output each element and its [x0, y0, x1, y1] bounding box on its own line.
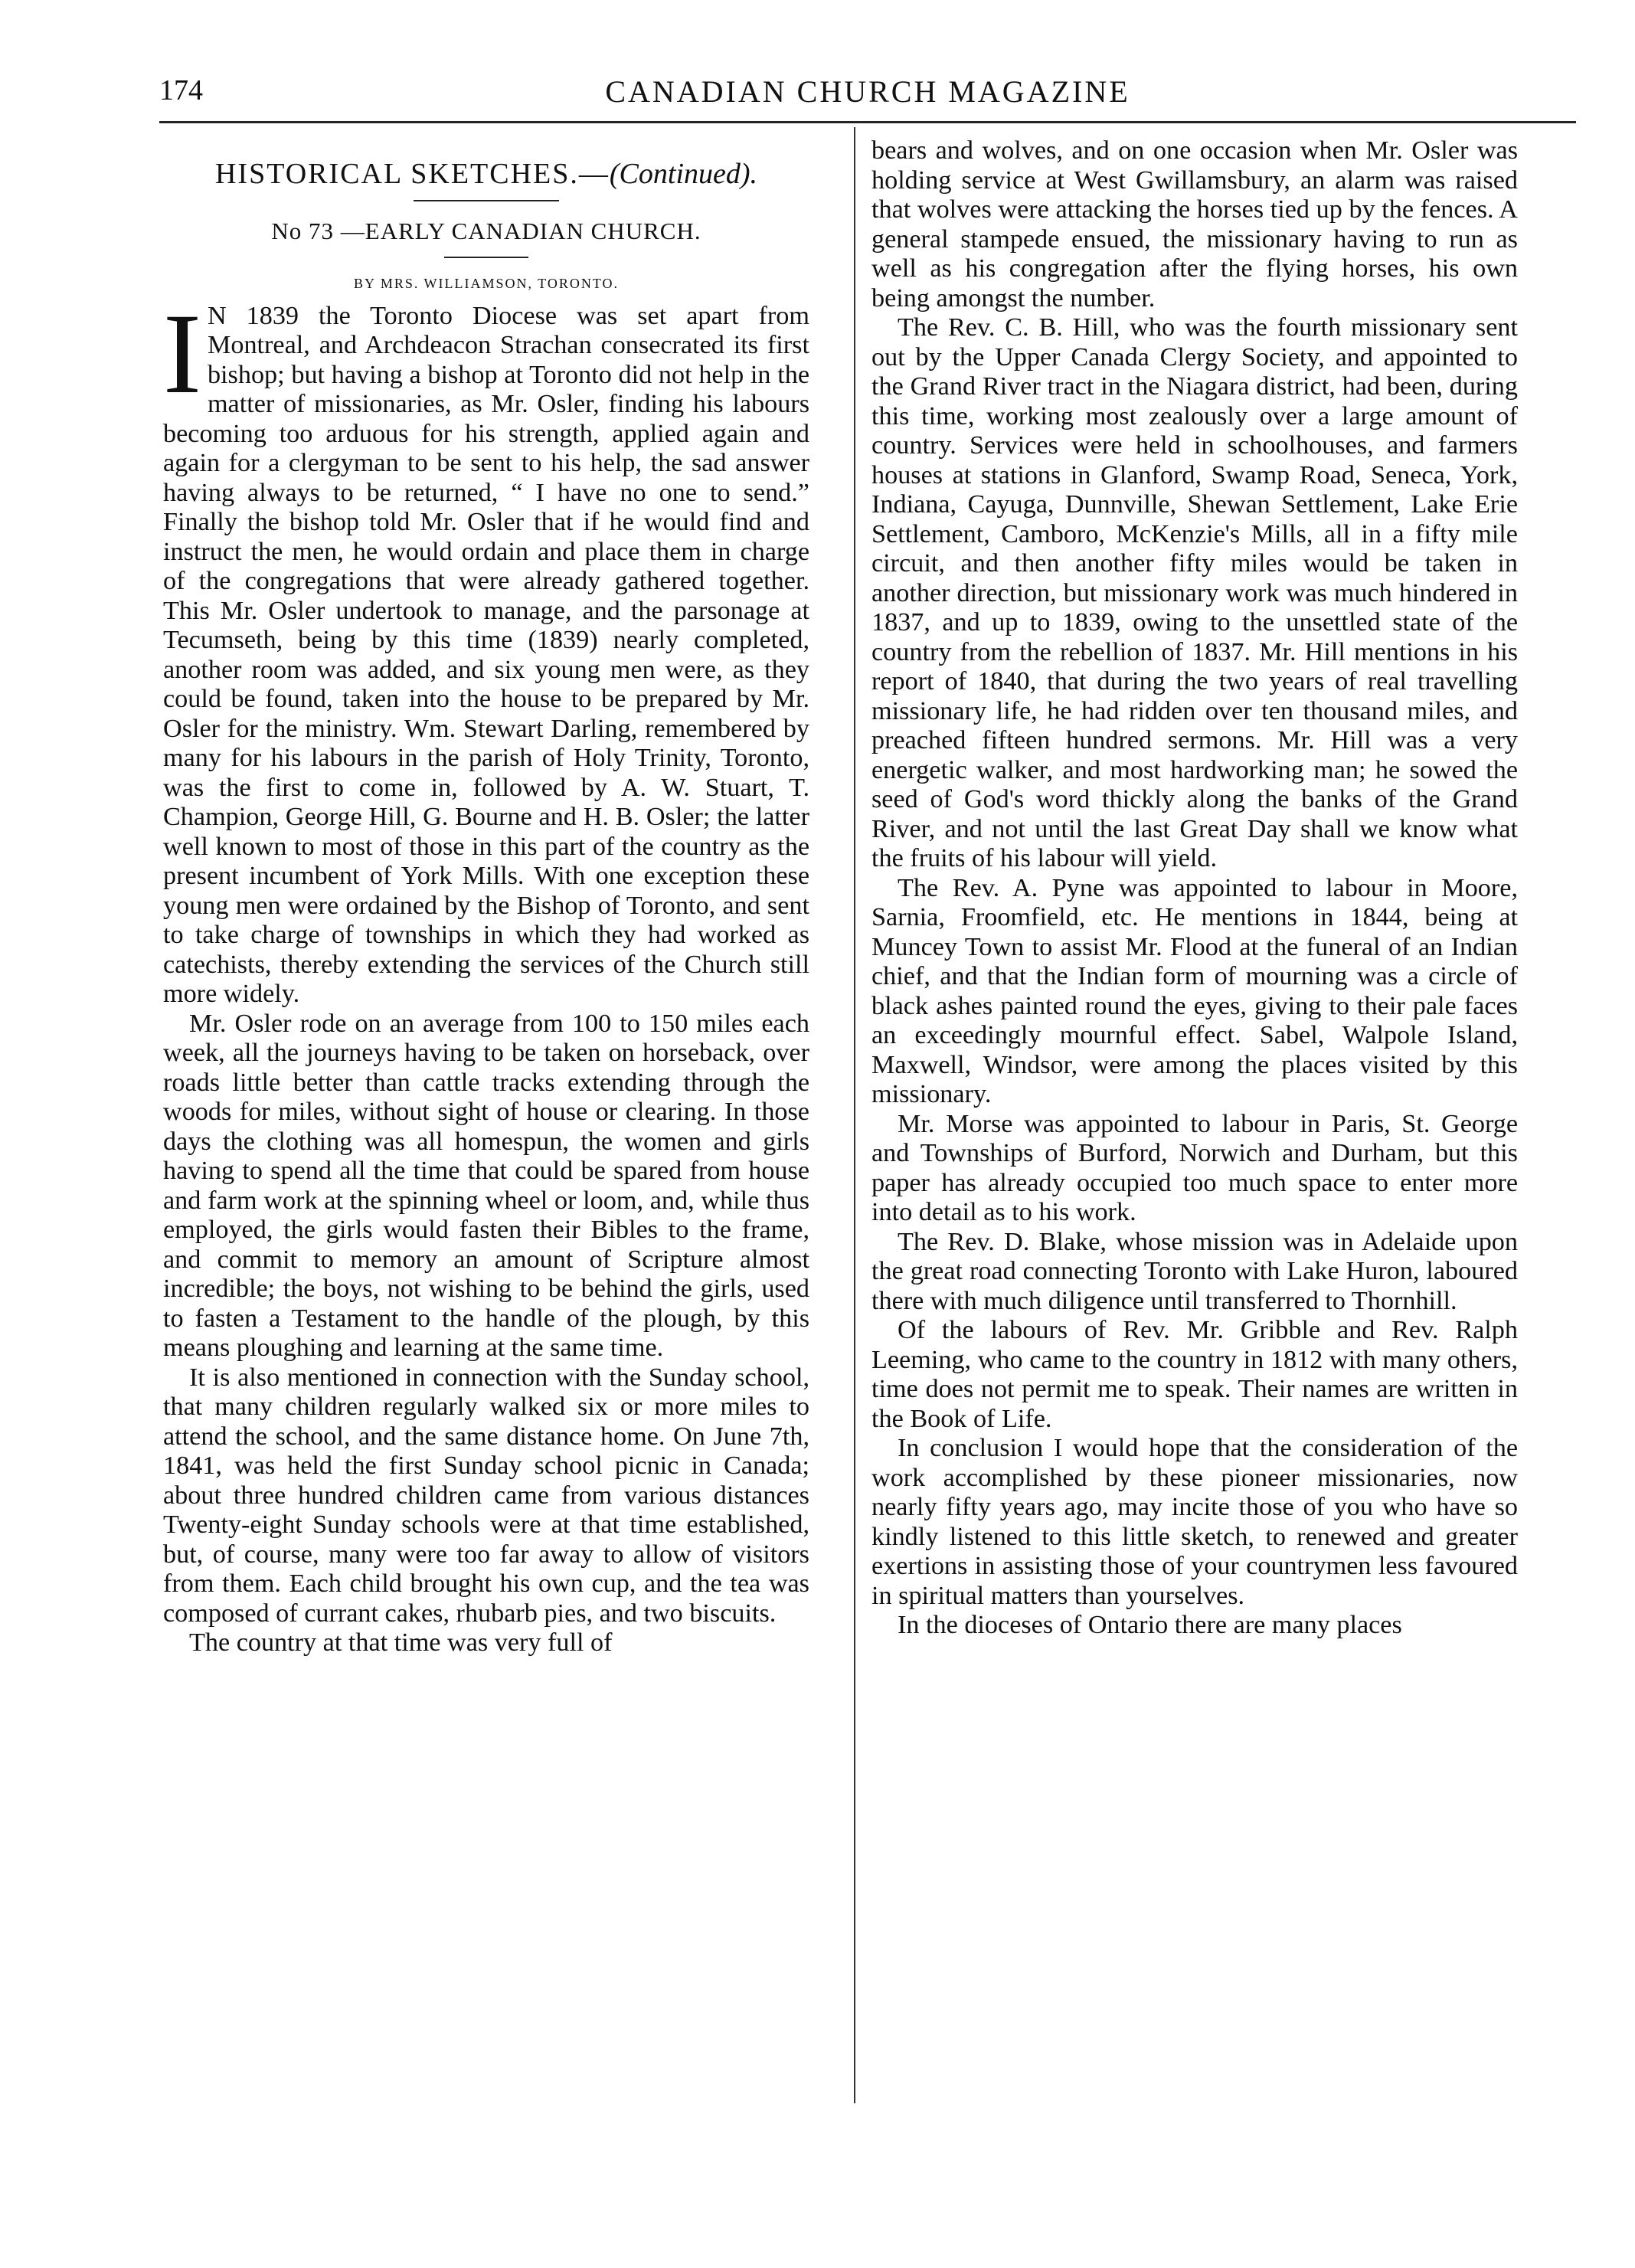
paragraph: The country at that time was very full of — [189, 1628, 613, 1657]
paragraph: The Rev. C. B. Hill, who was the fourth missionary sent out by the Upper Canada Clergy Society, and appointed to the Grand River tract in the Niagara district, had been, during this time, working most zealously over a large amount of country. Services were held in schoolhouses, and farmers houses at stations in Glanford, Swamp Road, Seneca, York, Indiana, Cayuga, Dunnville, Shewan Settlement, Lake Erie Settlement, Camboro, McKenzie's Mills, all in a fifty mile circuit, and then another fifty miles would be taken in another direction, but missionary work was much hindered in 1837, and up to 1839, owing to the unsettled state of the country from the rebellion of 1837. Mr. Hill mentions in his report of 1840, that during the two years of real travelling missionary life, he had ridden over ten thousand miles, and preached fifteen hundred sermons. Mr. Hill was a very energetic walker, and most hardworking man; he sowed the seed of God's word thickly along the banks of the Grand River, and not until the last Great Day shall we know what the fruits of his labour will yield. — [871, 313, 1518, 872]
running-head: CANADIAN CHURCH MAGAZINE — [605, 74, 1130, 109]
article-subtitle: No 73 —EARLY CANADIAN CHURCH. — [271, 217, 701, 244]
article-title-continued: (Continued). — [609, 158, 758, 190]
paragraph: Mr. Morse was appointed to labour in Paris, St. George and Townships of Burford, Norwich and Durham, but this paper has already occupied too much space to enter more into detail as to his work. — [871, 1109, 1518, 1226]
paragraph: It is also mentioned in connection with the Sunday school, that many children regularly walked six or more miles to attend the school, and the same distance home. On June 7th, 1841, was held the first Sunday school picnic in Canada; about three hundred children came from various distances Twenty-eight Sunday schools were at that time established, but, of course, many were too far away to allow of visitors from them. Each child brought his own cup, and the tea was composed of currant cakes, rhubarb pies, and two biscuits. — [163, 1363, 809, 1628]
paragraph-text: N 1839 the Toronto Diocese was set apart from Montreal, and Archdeacon Strachan consecrated its first bishop; but having a bishop at Toronto did not help in the matter of missionaries, as Mr. Osler, finding his labours becoming too arduous for his strength, applied again and again for a clergyman to be sent to his help, the sad answer having always to be returned, “ I have no one to send.” Finally the bishop told Mr. Osler that if he would find and instruct the men, he would ordain and place them in charge of the congregations that were already gathered together. This Mr. Osler undertook to manage, and the parsonage at Tecumseth, being by this time (1839) nearly completed, another room was added, and six young men were, as they could be found, taken into the house to be prepared by Mr. Osler for the ministry. Wm. Stewart Darling, remembered by many for his labours in the parish of Holy Trinity, Toronto, was the first to come in, followed by A. W. Stuart, T. Champion, George Hill, G. Bourne and H. B. Osler; the latter well known to most of those in this part of the country as the present incumbent of York Mills. With one exception these young men were ordained by the Bishop of Toronto, and sent to take charge of townships in which they had worked as catechists, thereby extending the services of the Church still more widely. — [163, 301, 809, 1008]
paragraph: In the dioceses of Ontario there are many places — [898, 1611, 1402, 1639]
header-rule — [159, 121, 1576, 123]
paragraph: The Rev. A. Pyne was appointed to labour in Moore, Sarnia, Froomfield, etc. He mentions in 1844, being at Muncey Town to assist Mr. Flood at the funeral of an Indian chief, and that the Indian form of mourning was a circle of black ashes painted round the eyes, giving to their pale faces an exceedingly mournful effect. Sabel, Walpole Island, Maxwell, Windsor, were among the places visited by this missionary. — [871, 873, 1518, 1108]
title-rule — [414, 200, 559, 201]
paragraph: Of the labours of Rev. Mr. Gribble and Rev. Ralph Leeming, who came to the country in 1812 with many others, time does not permit me to speak. Their names are written in the Book of Life. — [871, 1316, 1518, 1433]
article-title-text: HISTORICAL SKETCHES.— — [214, 158, 610, 190]
column-divider — [854, 127, 855, 2103]
right-column — [871, 136, 1518, 1641]
page-header — [159, 74, 1576, 119]
paragraph: In conclusion I would hope that the consideration of the work accomplished by these pioneer missionaries, now nearly fifty years ago, may incite those of you who have so kindly listened to this little sketch, to renewed and greater exertions in assisting those of your countrymen less favoured in spiritual matters than yourselves. — [871, 1434, 1518, 1610]
paragraph — [163, 290, 809, 1010]
left-column — [163, 136, 809, 1658]
paragraph: Mr. Osler rode on an average from 100 to 150 miles each week, all the journeys having to be taken on horseback, over roads little better than cattle tracks extending through the woods for miles, without sight of house or clearing. In those days the clothing was all homespun, the women and girls having to spend all the time that could be spared from house and farm work at the spinning wheel or loom, and, while thus employed, the girls would fasten their Bibles to the frame, and commit to memory an amount of Scripture almost incredible; the boys, not wishing to be behind the girls, used to fasten a Testament to the handle of the plough, by this means ploughing and learning at the same time. — [163, 1009, 809, 1362]
drop-cap: I — [163, 290, 201, 417]
page-number: 174 — [159, 74, 203, 106]
paragraph: The Rev. D. Blake, whose mission was in Adelaide upon the great road connecting Toronto with Lake Huron, laboured there with much diligence until transferred to Thornhill. — [871, 1227, 1518, 1315]
paragraph: bears and wolves, and on one occasion when Mr. Osler was holding service at West Gwillamsbury, an alarm was raised that wolves were attacking the horses tied up by the fences. A general stampede ensued, the missionary having to run as well as his congregation after the flying horses, his own being amongst the number. — [871, 136, 1518, 313]
subtitle-rule — [444, 257, 528, 258]
article-title — [163, 159, 809, 189]
article-byline: BY MRS. WILLIAMSON, TORONTO. — [353, 276, 620, 291]
